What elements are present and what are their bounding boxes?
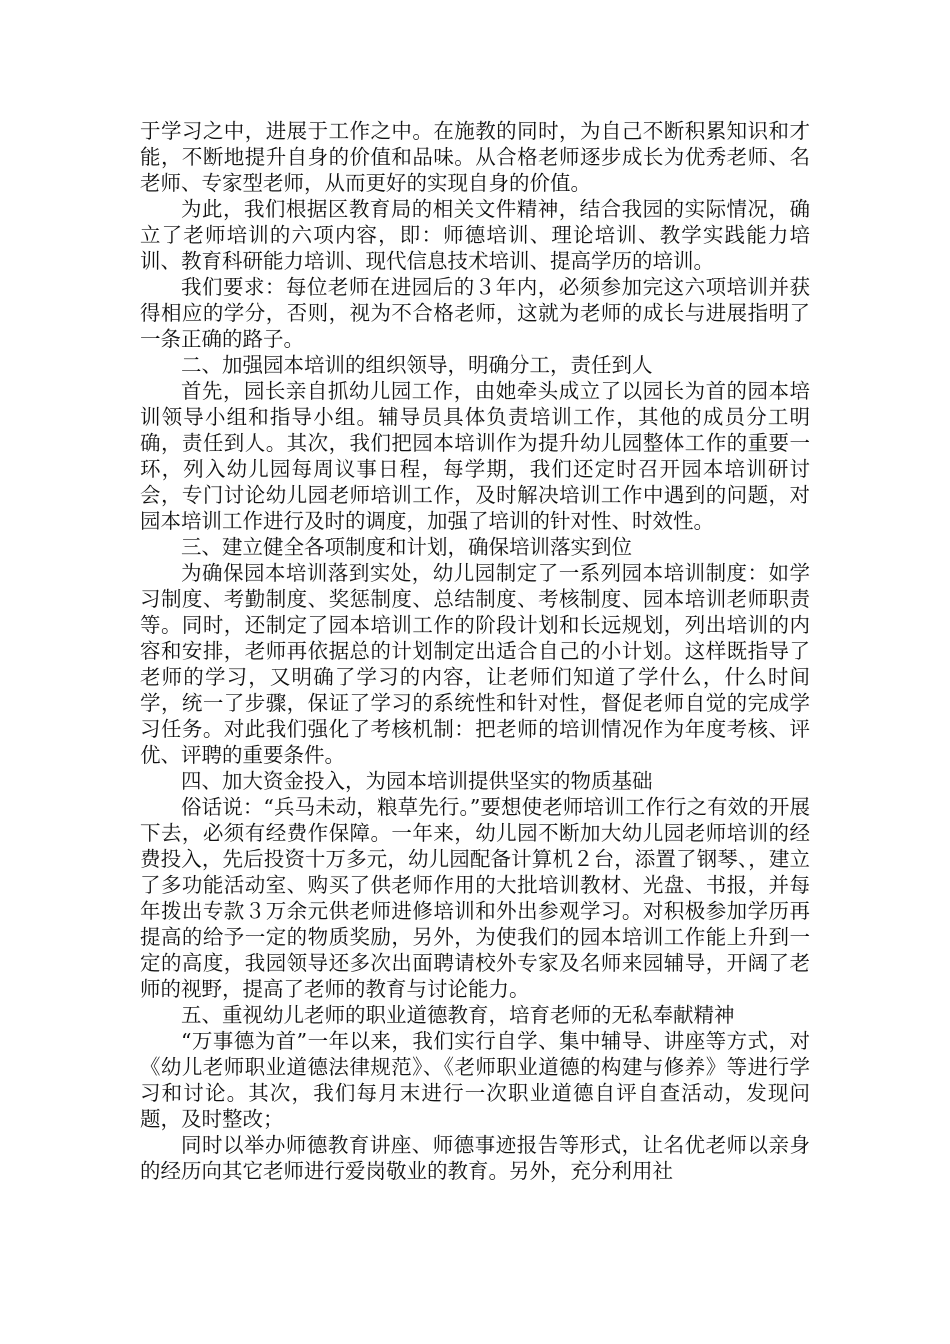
paragraph: 俗话说：“兵马未动，粮草先行。”要想使老师培训工作行之有效的开展下去，必须有经费作保障。一年来，幼儿园不断加大幼儿园老师培训的经费投入，先后投资十万多元，幼儿园配备计算机２台，添置了钢琴、，建立了多功能活动室、购买了供老师作用的大批培训教材、光盘、书报，并每年拨出专款３万余元供老师进修培训和外出参观学习。对积极参加学历再提高的给予一定的物质奖励，另外，为使我们的园本培训工作能上升到一定的高度，我园领导还多次出面聘请校外专家及名师来园辅导，开阔了老师的视野，提高了老师的教育与讨论能力。 [140,795,810,1001]
paragraph: 首先，园长亲自抓幼儿园工作，由她牵头成立了以园长为首的园本培训领导小组和指导小组。辅导员具体负责培训工作，其他的成员分工明确，责任到人。其次，我们把园本培训作为提升幼儿园整体工作的重要一环，列入幼儿园每周议事日程，每学期，我们还定时召开园本培训研讨会，专门讨论幼儿园老师培训工作，及时解决培训工作中遇到的问题，对园本培训工作进行及时的调度，加强了培训的针对性、时效性。 [140,379,810,533]
paragraph: 我们要求：每位老师在进园后的３年内，必须参加完这六项培训并获得相应的学分，否则，视为不合格老师，这就为老师的成长与进展指明了一条正确的路子。 [140,275,810,351]
paragraph: 为此，我们根据区教育局的相关文件精神，结合我园的实际情况，确立了老师培训的六项内容，即：师德培训、理论培训、教学实践能力培训、教育科研能力培训、现代信息技术培训、提高学历的培训。 [140,197,810,273]
section-heading: 二、加强园本培训的组织领导，明确分工，责任到人 [181,353,653,377]
section-heading: 四、加大资金投入，为园本培训提供坚实的物质基础 [181,769,653,793]
section-heading: 五、重视幼儿老师的职业道德教育，培育老师的无私奉献精神 [181,1003,735,1027]
paragraph: 同时以举办师德教育讲座、师德事迹报告等形式，让名优老师以亲身的经历向其它老师进行爱岗敬业的教育。另外，充分利用社 [140,1133,810,1183]
paragraph: “万事德为首”一年以来，我们实行自学、集中辅导、讲座等方式，对《幼儿老师职业道德法律规范》、《老师职业道德的构建与修养》等进行学习和讨论。其次，我们每月末进行一次职业道德自评自查活动，发现问题，及时整改； [140,1029,810,1131]
section-heading: 三、建立健全各项制度和计划，确保培训落实到位 [181,535,632,559]
paragraph: 为确保园本培训落到实处，幼儿园制定了一系列园本培训制度：如学习制度、考勤制度、奖惩制度、总结制度、考核制度、园本培训老师职责等。同时，还制定了园本培训工作的阶段计划和长远规划，列出培训的内容和安排，老师再依据总的计划制定出适合自己的小计划。这样既指导了老师的学习，又明确了学习的内容，让老师们知道了学什么，什么时间学，统一了步骤，保证了学习的系统性和针对性，督促老师自觉的完成学习任务。对此我们强化了考核机制：把老师的培训情况作为年度考核、评优、评聘的重要条件。 [140,561,810,767]
document-page [140,118,810,1184]
paragraph-continued: 于学习之中，进展于工作之中。在施教的同时，为自己不断积累知识和才能，不断地提升自身的价值和品味。从合格老师逐步成长为优秀老师、名老师、专家型老师，从而更好的实现自身的价值。 [140,119,810,195]
